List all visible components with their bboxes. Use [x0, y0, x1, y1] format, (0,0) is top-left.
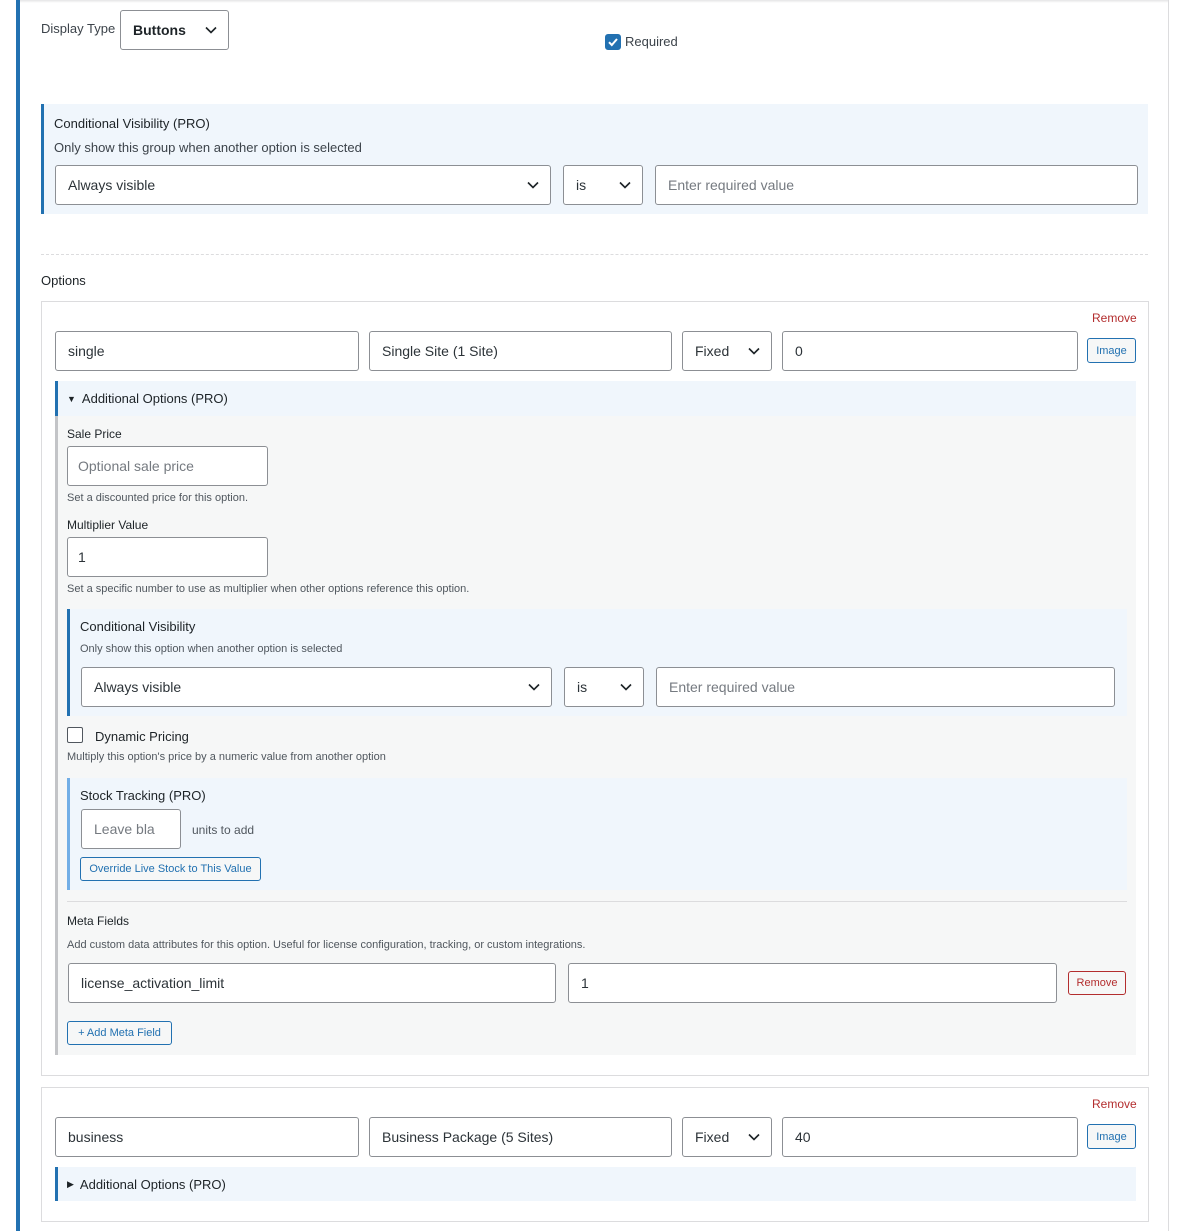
option-price-type-select[interactable] — [682, 331, 772, 371]
option-image-button[interactable]: Image — [1087, 338, 1136, 363]
group-visibility-source-value: Always visible — [68, 177, 156, 193]
option-price-type-value: Fixed — [695, 343, 730, 359]
meta-fields-help: Add custom data attributes for this option. Useful for license configuration, tracking, or custom integrations. — [67, 939, 586, 951]
caret-down-icon: ▼ — [67, 393, 76, 404]
dynamic-pricing-help: Multiply this option's price by a numeric value from another option — [67, 751, 386, 763]
option-visibility-title: Conditional Visibility — [80, 619, 196, 634]
required-checkbox[interactable] — [605, 34, 621, 50]
option-remove-link[interactable]: Remove — [1092, 311, 1137, 325]
chevron-down-icon — [526, 178, 540, 192]
meta-value-value: 1 — [581, 975, 589, 991]
meta-remove-button[interactable]: Remove — [1068, 971, 1126, 995]
option-visibility-source-value: Always visible — [94, 679, 182, 695]
option-visibility-source-select[interactable] — [81, 667, 552, 707]
checkmark-icon — [607, 36, 619, 48]
chevron-down-icon — [619, 680, 633, 694]
group-visibility-source-select[interactable] — [55, 165, 551, 205]
stock-units-placeholder: Leave bla — [94, 821, 155, 837]
group-visibility-title: Conditional Visibility (PRO) — [54, 116, 210, 131]
option-price-value: 0 — [795, 343, 803, 359]
chevron-down-icon — [527, 680, 541, 694]
stock-tracking-title: Stock Tracking (PRO) — [80, 788, 206, 803]
display-type-label: Display Type — [41, 21, 116, 36]
chevron-down-icon — [204, 23, 218, 37]
override-stock-button[interactable]: Override Live Stock to This Value — [80, 857, 261, 881]
required-label: Required — [625, 34, 678, 49]
chevron-down-icon — [618, 178, 632, 192]
section-divider — [41, 254, 1148, 255]
option-label-value: Business Package (5 Sites) — [382, 1129, 554, 1145]
multiplier-label: Multiplier Value — [67, 518, 149, 532]
option-label-input[interactable] — [369, 331, 672, 371]
multiplier-input[interactable] — [67, 537, 268, 577]
option-key-input[interactable] — [55, 331, 359, 371]
caret-right-icon: ▶ — [67, 1178, 74, 1189]
sale-price-help: Set a discounted price for this option. — [67, 492, 248, 504]
option-price-input[interactable] — [782, 1117, 1078, 1157]
multiplier-help: Set a specific number to use as multiplier when other options reference this option. — [67, 583, 470, 595]
display-type-value: Buttons — [133, 22, 186, 38]
sale-price-input[interactable] — [67, 446, 268, 486]
add-meta-field-button[interactable]: + Add Meta Field — [67, 1021, 172, 1045]
dynamic-pricing-label: Dynamic Pricing — [95, 729, 189, 744]
option-label-value: Single Site (1 Site) — [382, 343, 498, 359]
group-visibility-value-placeholder: Enter required value — [668, 177, 795, 193]
group-visibility-value-input[interactable] — [655, 165, 1138, 205]
sale-price-label: Sale Price — [67, 427, 122, 441]
group-visibility-description: Only show this group when another option is selected — [54, 140, 362, 155]
chevron-down-icon — [747, 1130, 761, 1144]
options-heading: Options — [41, 273, 86, 288]
additional-options-toggle[interactable] — [55, 381, 1136, 416]
meta-key-value: license_activation_limit — [81, 975, 225, 991]
group-visibility-operator-select[interactable] — [563, 165, 643, 205]
top-shadow — [20, 0, 1168, 3]
display-type-select[interactable] — [120, 10, 229, 50]
option-visibility-operator-select[interactable] — [564, 667, 644, 707]
option-key-value: single — [68, 343, 105, 359]
option-key-value: business — [68, 1129, 124, 1145]
option-label-input[interactable] — [369, 1117, 672, 1157]
additional-options-toggle[interactable] — [55, 1167, 1136, 1201]
group-visibility-operator-value: is — [576, 177, 587, 193]
meta-value-input[interactable] — [568, 963, 1057, 1003]
option-visibility-value-input[interactable] — [656, 667, 1115, 707]
dynamic-pricing-checkbox[interactable] — [67, 727, 83, 743]
chevron-down-icon — [747, 344, 761, 358]
stock-units-label: units to add — [192, 823, 255, 837]
option-price-type-value: Fixed — [695, 1129, 730, 1145]
option-visibility-description: Only show this option when another option is selected — [80, 643, 343, 655]
stock-units-input[interactable] — [81, 809, 181, 849]
option-visibility-value-placeholder: Enter required value — [669, 679, 796, 695]
multiplier-value: 1 — [78, 549, 86, 565]
option-price-type-select[interactable] — [682, 1117, 772, 1157]
additional-options-title: Additional Options (PRO) — [79, 1176, 226, 1192]
option-visibility-operator-value: is — [577, 679, 588, 695]
meta-divider — [67, 901, 1127, 902]
option-price-value: 40 — [795, 1129, 811, 1145]
additional-options-title: Additional Options (PRO) — [81, 391, 228, 406]
meta-key-input[interactable] — [68, 963, 556, 1003]
option-image-button[interactable]: Image — [1087, 1124, 1136, 1149]
option-key-input[interactable] — [55, 1117, 359, 1157]
option-price-input[interactable] — [782, 331, 1078, 371]
option-remove-link[interactable]: Remove — [1092, 1097, 1137, 1111]
sale-price-placeholder: Optional sale price — [78, 458, 194, 474]
group-border-right — [1168, 0, 1169, 1231]
meta-fields-title: Meta Fields — [67, 914, 130, 928]
group-accent-bar — [16, 0, 20, 1231]
